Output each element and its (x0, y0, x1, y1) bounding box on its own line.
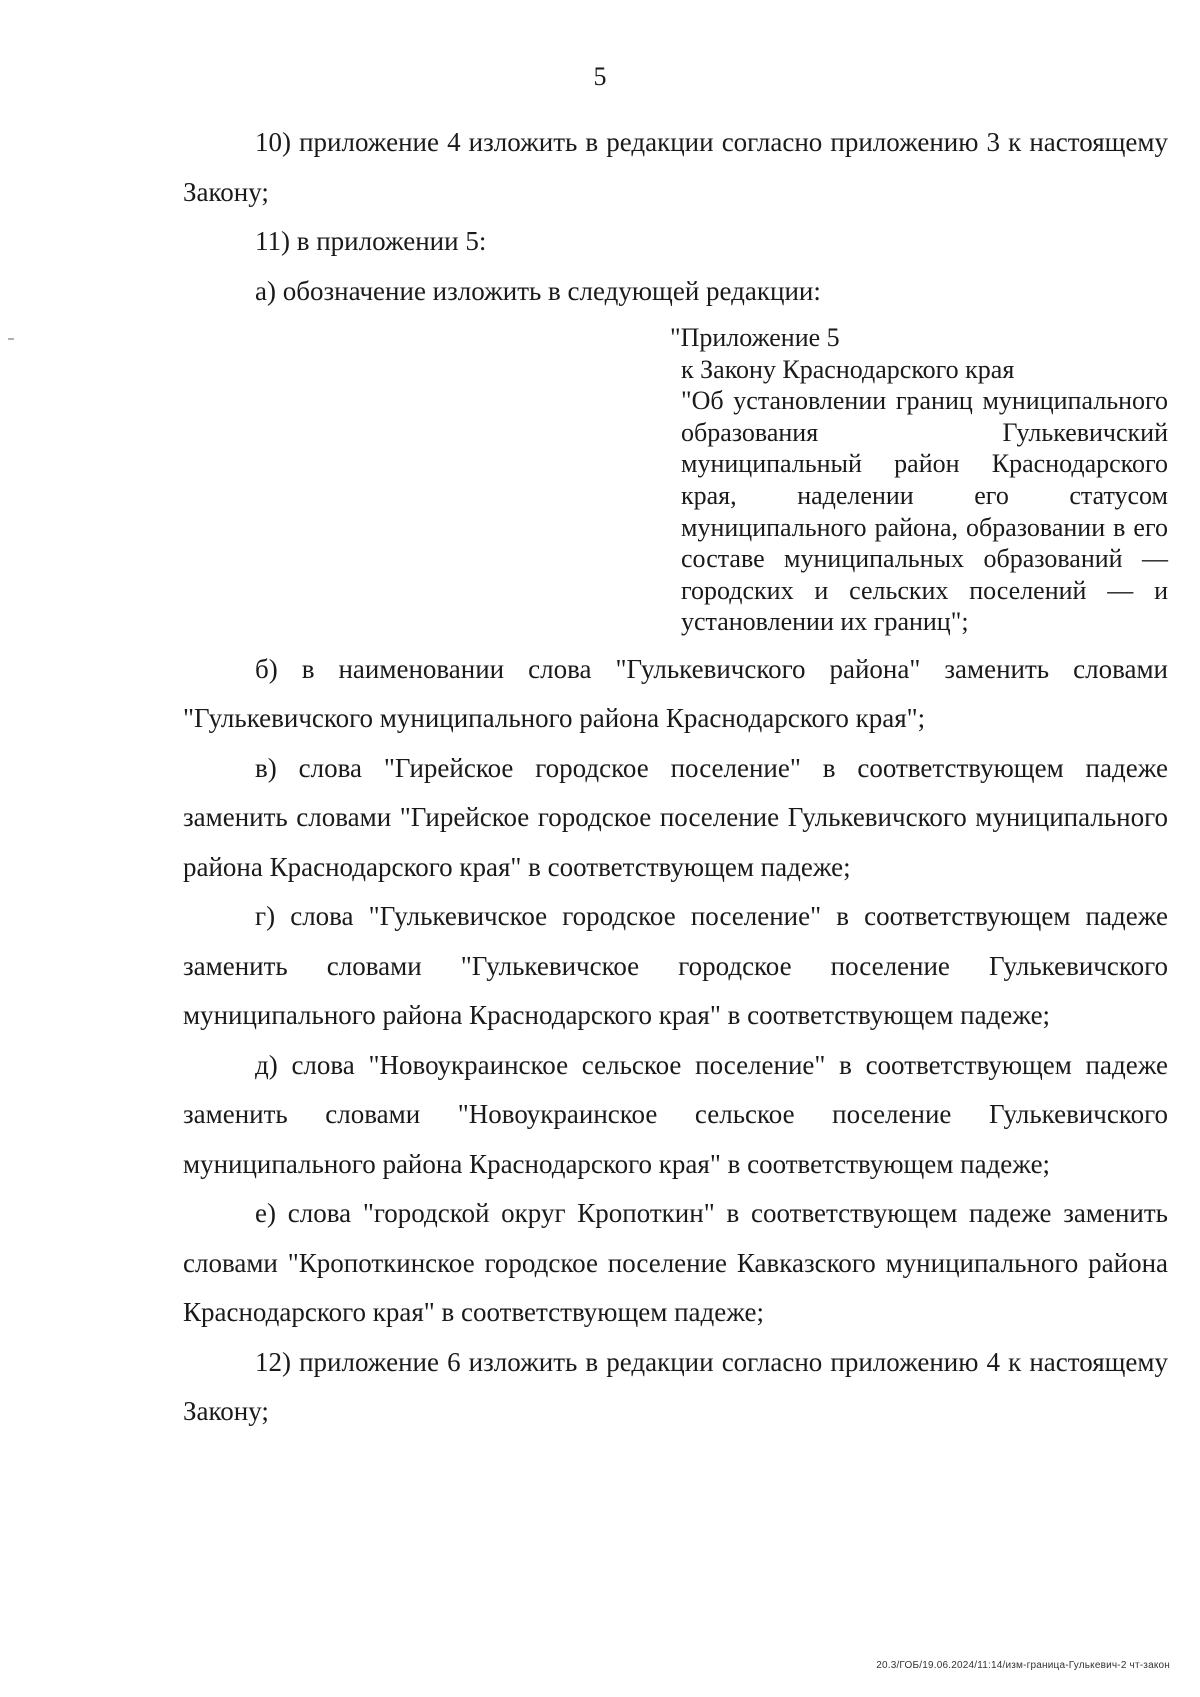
appendix-law-reference: к Закону Краснодарского края (681, 354, 1015, 384)
appendix-designation-block (183, 322, 1168, 638)
page-number: 5 (593, 62, 607, 91)
paragraph-item-11d: д) слова "Новоукраинское сельское поселение" в соответствующем падеже заменить словами "Новоукраинское сельское поселение Гулькевичского муниципального района Краснодарского края" в соответствующем падеже; (183, 1049, 1168, 1179)
document-body (183, 118, 1168, 1437)
paragraph-item-11a: а) обозначение изложить в следующей редакции: (255, 275, 821, 306)
appendix-law-title: "Об установлении границ муниципального образования Гулькевичский муниципальный район Краснодарского края, наделении его статусом муниципального района, образовании в его составе муниципальных образований — городских и сельских поселений — и установлении их границ"; (681, 386, 1168, 637)
document-footer-code: 20.3/ГОБ/19.06.2024/11:14/изм-граница-Гулькевич-2 чт-закон (876, 1660, 1170, 1671)
paragraph-item-11g: г) слова "Гулькевичское городское поселение" в соответствующем падеже заменить словами "Гулькевичское городское поселение Гулькевичского муниципального района Краснодарского края" в соответствующем падеже; (183, 901, 1168, 1031)
paragraph-item-11v: в) слова "Гирейское городское поселение" в соответствующем падеже заменить словами "Гирейское городское поселение Гулькевичского муниципального района Краснодарского края" в соответствующем падеже; (183, 752, 1168, 882)
appendix-heading: "Приложение 5 (670, 323, 840, 352)
scan-artifact (8, 338, 14, 340)
paragraph-item-11: 11) в приложении 5: (255, 226, 487, 256)
paragraph-item-10: 10) приложение 4 изложить в редакции согласно приложению 3 к настоящему Закону; (183, 127, 1168, 207)
paragraph-item-11b: б) в наименовании слова "Гулькевичского района" заменить словами "Гулькевичского муниципального района Краснодарского края"; (183, 653, 1168, 734)
paragraph-item-12: 12) приложение 6 изложить в редакции согласно приложению 4 к настоящему Закону; (183, 1346, 1168, 1427)
paragraph-item-11e: е) слова "городской округ Кропоткин" в соответствующем падеже заменить словами "Кропоткинское городское поселение Кавказского муниципального района Краснодарского края" в соответствующем падеже; (183, 1198, 1168, 1328)
